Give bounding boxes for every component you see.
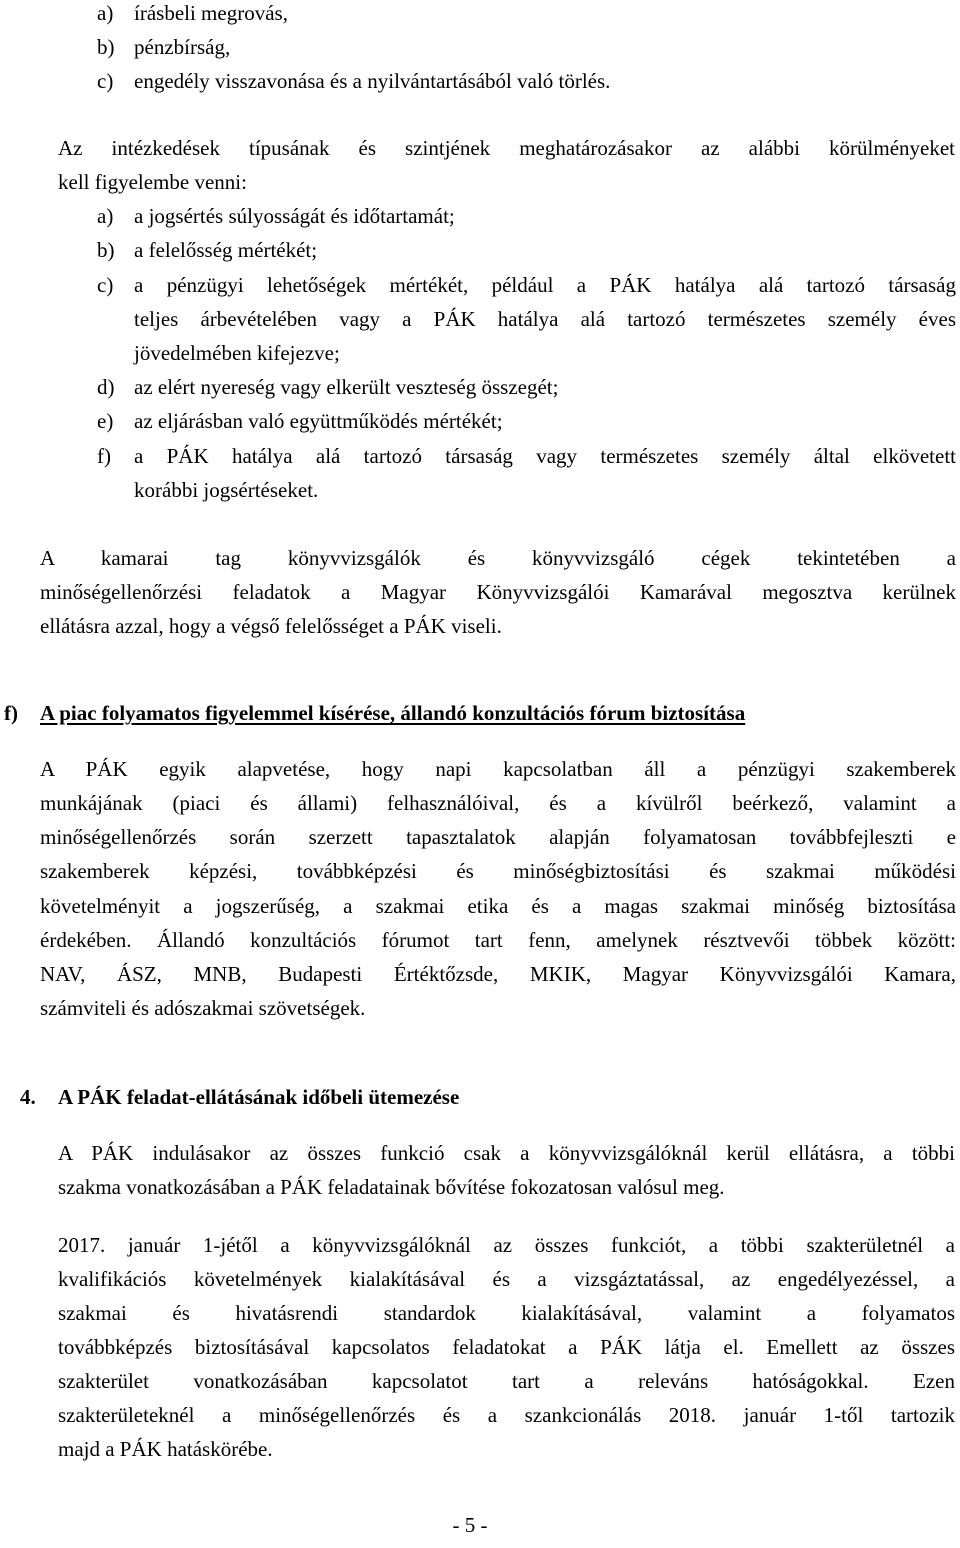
list2-item-d [97, 370, 559, 404]
list-text: írásbeli megrovás, [134, 1, 288, 25]
para1-line: Az intézkedések típusának és szintjének meghatározásakor az alábbi körülményeket [58, 136, 955, 160]
section-f-line: munkájának (piaci és állami) felhasználóival, és a kívülről beérkező, valamint a [40, 791, 956, 815]
section-f-line: A PÁK egyik alapvetése, hogy napi kapcsolatban áll a pénzügyi szakemberek [40, 757, 956, 781]
section-f-line: NAV, ÁSZ, MNB, Budapesti Értéktőzsde, MKIK, Magyar Könyvvizsgálói Kamara, [40, 962, 956, 986]
list-label: e) [97, 409, 114, 433]
list2-item-c-label: c) [97, 273, 114, 297]
list2-item-c-line: teljes árbevételében vagy a PÁK hatálya alá tartozó természetes személy éves [134, 307, 956, 331]
section-4-para2-line: szakmai és hivatásrendi standardok kialakításával, valamint a folyamatos [58, 1301, 955, 1325]
para2-line: ellátásra azzal, hogy a végső felelősséget a PÁK viseli. [40, 614, 502, 638]
list-label: a) [97, 1, 114, 25]
list2-item-c-line: jövedelmében kifejezve; [134, 341, 340, 365]
section-4-number: 4. [20, 1085, 36, 1109]
list-text: pénzbírság, [134, 35, 231, 59]
list2-item-e [97, 404, 503, 438]
list-text: az elért nyereség vagy elkerült veszteség összegét; [134, 375, 559, 399]
list-text: a felelősség mértékét; [134, 238, 318, 262]
section-4-title: A PÁK feladat-ellátásának időbeli ütemezése [58, 1085, 460, 1109]
section-4-para2-line: kvalifikációs követelmények kialakításával és a vizsgáztatással, az engedélyezéssel, a [58, 1267, 955, 1291]
list-label: b) [97, 35, 115, 59]
section-f-title: A piac folyamatos figyelemmel kísérése, állandó konzultációs fórum biztosítása [40, 701, 746, 725]
section-f-line: minőségellenőrzés során szerzett tapasztalatok alapján folyamatosan továbbfejleszti e [40, 825, 956, 849]
list2-item-b [97, 233, 318, 267]
list-label: a) [97, 204, 114, 228]
section-f-label: f) [4, 701, 18, 725]
section-4-para2-line: szakterületeknél a minőségellenőrzés és a szankcionálás 2018. január 1-től tartozik [58, 1403, 955, 1427]
list1-item-b [97, 30, 231, 64]
para2-line: A kamarai tag könyvvizsgálók és könyvvizsgáló cégek tekintetében a [40, 546, 956, 570]
list2-item-a [97, 199, 455, 233]
section-4-para2-line: majd a PÁK hatáskörébe. [58, 1437, 273, 1461]
section-f-line: követelményit a jogszerűség, a szakmai etika és a magas szakmai minőség biztosítása [40, 894, 956, 918]
list2-item-f-label: f) [97, 444, 111, 468]
list-label: c) [97, 69, 114, 93]
section-4-para1-line: szakma vonatkozásában a PÁK feladatainak bővítése fokozatosan valósul meg. [58, 1175, 725, 1199]
section-f-line: számviteli és adószakmai szövetségek. [40, 996, 366, 1020]
list1-item-c [97, 64, 611, 98]
list-text: a jogsértés súlyosságát és időtartamát; [134, 204, 455, 228]
para2-line: minőségellenőrzési feladatok a Magyar Könyvvizsgálói Kamarával megosztva kerülnek [40, 580, 956, 604]
page-number: - 5 - [452, 1513, 488, 1537]
list-label: d) [97, 375, 115, 399]
section-f-line: szakemberek képzési, továbbképzési és minőségbiztosítási és szakmai működési [40, 859, 956, 883]
list-text: engedély visszavonása és a nyilvántartásából való törlés. [134, 69, 611, 93]
list2-item-c-line: a pénzügyi lehetőségek mértékét, például a PÁK hatálya alá tartozó társaság [134, 273, 956, 297]
section-4-para2-line: szakterület vonatkozásában kapcsolatot tart a releváns hatóságokkal. Ezen [58, 1369, 955, 1393]
list2-item-f-line: korábbi jogsértéseket. [134, 478, 319, 502]
list1-item-a [97, 0, 288, 30]
list-text: az eljárásban való együttműködés mértékét; [134, 409, 503, 433]
section-f-line: érdekében. Állandó konzultációs fórumot tart fenn, amelynek résztvevői többek között: [40, 928, 956, 952]
para1-line: kell figyelembe venni: [58, 170, 247, 194]
section-4-para1-line: A PÁK indulásakor az összes funkció csak a könyvvizsgálóknál kerül ellátásra, a többi [58, 1141, 955, 1165]
section-4-para2-line: továbbképzés biztosításával kapcsolatos feladatokat a PÁK látja el. Emellett az összes [58, 1335, 955, 1359]
list-label: b) [97, 238, 115, 262]
list2-item-f-line: a PÁK hatálya alá tartozó társaság vagy természetes személy által elkövetett [134, 444, 956, 468]
section-4-para2-line: 2017. január 1-jétől a könyvvizsgálóknál az összes funkciót, a többi szakterületnél a [58, 1233, 955, 1257]
